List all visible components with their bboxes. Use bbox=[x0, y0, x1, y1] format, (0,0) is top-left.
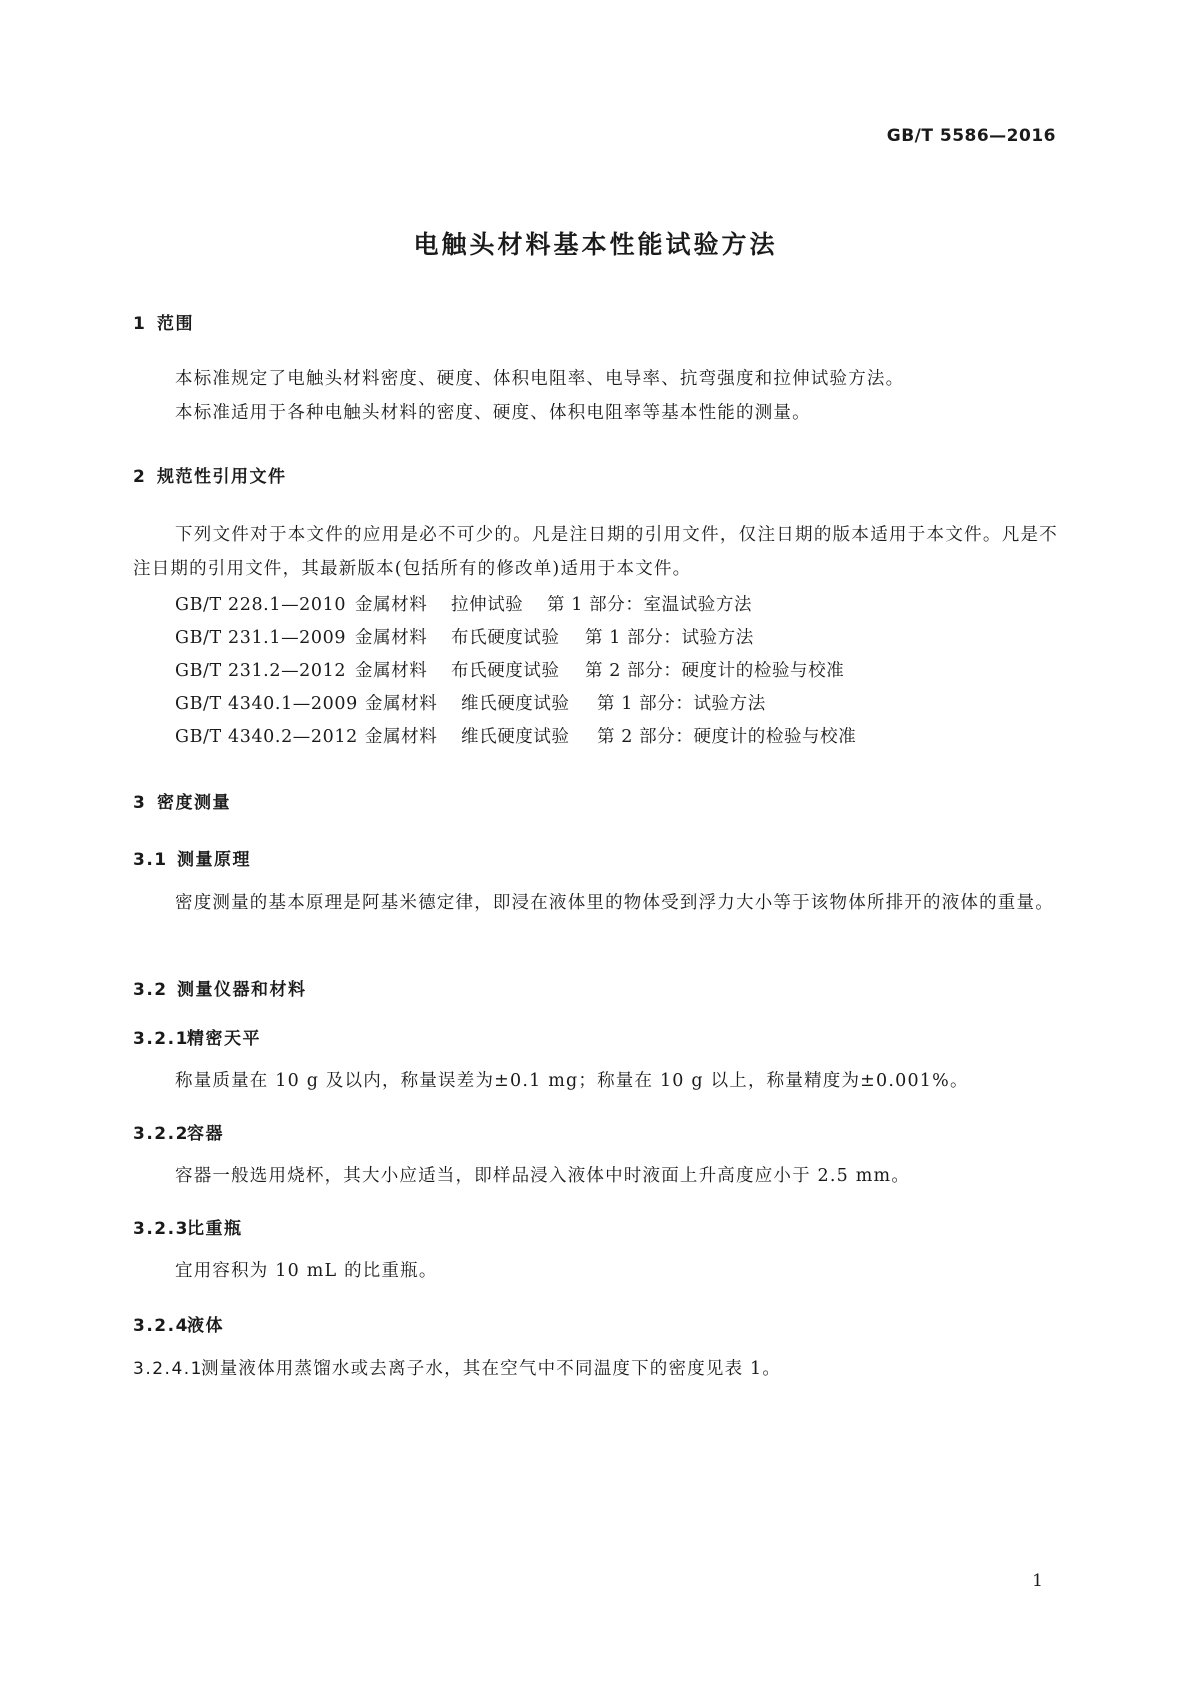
section-2-heading bbox=[133, 462, 287, 487]
reference-item bbox=[175, 657, 844, 682]
paragraph: 称量质量在 10 g 及以内，称量误差为±0.1 mg；称量在 10 g 以上，称量精度为±0.001%。 bbox=[175, 1071, 969, 1091]
section-title: 密度测量 bbox=[157, 793, 231, 813]
reference-part: 第 1 部分：试验方法 bbox=[585, 628, 754, 648]
reference-part: 第 1 部分：室温试验方法 bbox=[547, 595, 753, 615]
section-title: 测量原理 bbox=[177, 850, 251, 870]
reference-code: GB/T 231.2—2012 bbox=[175, 661, 347, 681]
reference-part: 金属材料 bbox=[355, 628, 428, 648]
section-1-heading bbox=[133, 309, 194, 334]
section-title: 容器 bbox=[187, 1124, 224, 1144]
section-number: 3.2.1 bbox=[133, 1029, 189, 1049]
paragraph: 测量液体用蒸馏水或去离子水，其在空气中不同温度下的密度见表 1。 bbox=[201, 1359, 782, 1379]
section-number: 3.2 bbox=[133, 980, 168, 1000]
paragraph: 本标准适用于各种电触头材料的密度、硬度、体积电阻率等基本性能的测量。 bbox=[175, 403, 811, 423]
section-number: 2 bbox=[133, 467, 147, 487]
reference-item bbox=[175, 690, 766, 715]
reference-item bbox=[175, 723, 856, 748]
reference-code: GB/T 228.1—2010 bbox=[175, 595, 347, 615]
reference-part: 第 2 部分：硬度计的检验与校准 bbox=[585, 661, 845, 681]
reference-part: 金属材料 bbox=[365, 694, 438, 714]
reference-part: 维氏硬度试验 bbox=[461, 694, 570, 714]
reference-item bbox=[175, 624, 754, 649]
section-title: 比重瓶 bbox=[187, 1219, 243, 1239]
reference-part: 金属材料 bbox=[365, 727, 438, 747]
reference-item bbox=[175, 591, 752, 616]
reference-part: 金属材料 bbox=[355, 595, 428, 615]
reference-part: 布氏硬度试验 bbox=[451, 661, 560, 681]
reference-part: 第 2 部分：硬度计的检验与校准 bbox=[597, 727, 857, 747]
paragraph: 宜用容积为 10 mL 的比重瓶。 bbox=[175, 1261, 438, 1281]
section-3-2-1-heading bbox=[133, 1024, 261, 1049]
section-title: 精密天平 bbox=[187, 1029, 261, 1049]
section-3-heading bbox=[133, 788, 231, 813]
section-title: 规范性引用文件 bbox=[157, 467, 287, 487]
paragraph: 下列文件对于本文件的应用是必不可少的。凡是注日期的引用文件，仅注日期的版本适用于本文件。凡是不注日期的引用文件，其最新版本(包括所有的修改单)适用于本文件。 bbox=[133, 525, 1058, 579]
section-title: 液体 bbox=[187, 1316, 224, 1336]
section-number: 3.2.4 bbox=[133, 1316, 189, 1336]
standard-number: GB/T 5586—2016 bbox=[886, 126, 1056, 146]
section-number: 3.2.3 bbox=[133, 1219, 189, 1239]
clause-3-2-4-1 bbox=[133, 1352, 781, 1386]
section-3-1-heading bbox=[133, 845, 251, 870]
reference-part: 金属材料 bbox=[355, 661, 428, 681]
reference-part: 拉伸试验 bbox=[451, 595, 524, 615]
paragraph: 本标准规定了电触头材料密度、硬度、体积电阻率、电导率、抗弯强度和拉伸试验方法。 bbox=[175, 369, 905, 389]
clause-number: 3.2.4.1 bbox=[133, 1359, 203, 1379]
reference-part: 第 1 部分：试验方法 bbox=[597, 694, 766, 714]
section-number: 1 bbox=[133, 314, 147, 334]
section-title: 测量仪器和材料 bbox=[177, 980, 307, 1000]
page-number: 1 bbox=[1032, 1571, 1043, 1591]
reference-code: GB/T 4340.1—2009 bbox=[175, 694, 358, 714]
reference-code: GB/T 4340.2—2012 bbox=[175, 727, 358, 747]
section-3-2-2-heading bbox=[133, 1119, 224, 1144]
paragraph: 密度测量的基本原理是阿基米德定律，即浸在液体里的物体受到浮力大小等于该物体所排开的液体的重量。 bbox=[175, 893, 1054, 913]
section-number: 3.2.2 bbox=[133, 1124, 189, 1144]
section-3-2-3-heading bbox=[133, 1214, 243, 1239]
section-number: 3.1 bbox=[133, 850, 168, 870]
paragraph: 容器一般选用烧杯，其大小应适当，即样品浸入液体中时液面上升高度应小于 2.5 mm。 bbox=[175, 1166, 911, 1186]
section-3-2-4-heading bbox=[133, 1311, 224, 1336]
reference-part: 布氏硬度试验 bbox=[451, 628, 560, 648]
section-number: 3 bbox=[133, 793, 147, 813]
section-3-2-heading bbox=[133, 975, 307, 1000]
section-title: 范围 bbox=[157, 314, 194, 334]
document-title: 电触头材料基本性能试验方法 bbox=[413, 230, 778, 259]
reference-code: GB/T 231.1—2009 bbox=[175, 628, 347, 648]
reference-part: 维氏硬度试验 bbox=[461, 727, 570, 747]
